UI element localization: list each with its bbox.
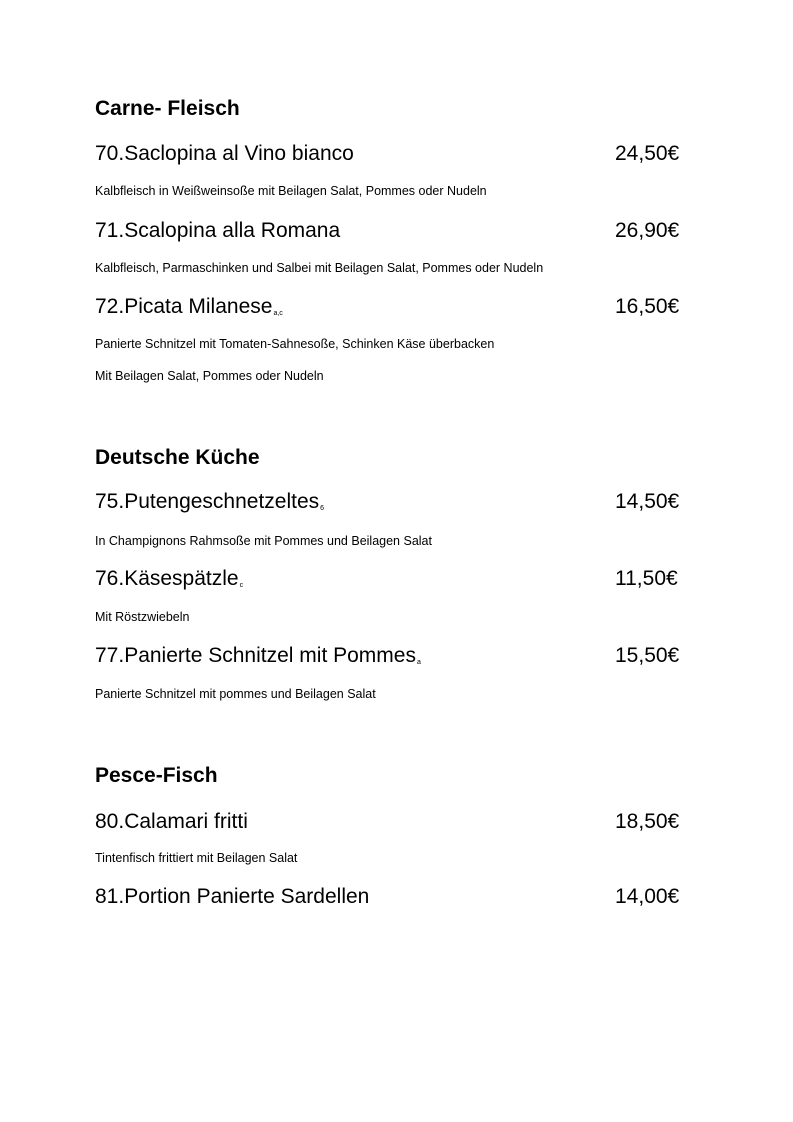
menu-item-price-70: 24,50€ <box>615 142 680 165</box>
menu-item-price-71: 26,90€ <box>615 219 680 242</box>
allergen-note: c <box>239 582 244 589</box>
menu-item-price-80: 18,50€ <box>615 810 680 833</box>
menu-item-description-75: In Champignons Rahmsoße mit Pommes und Beilagen Salat <box>95 534 432 548</box>
menu-item-description-72b: Mit Beilagen Salat, Pommes oder Nudeln <box>95 369 324 383</box>
menu-item-name-80: 80.Calamari fritti <box>95 810 248 833</box>
menu-item-name-72: 72.Picata Milanesea,c <box>95 295 283 318</box>
menu-item-name-76: 76.Käsespätzlec <box>95 567 244 590</box>
section-title-carne: Carne- Fleisch <box>95 97 240 120</box>
menu-item-price-76: 11,50€ <box>615 567 678 590</box>
allergen-note: 6 <box>320 505 325 512</box>
menu-item-name-70: 70.Saclopina al Vino bianco <box>95 142 354 165</box>
menu-item-description-72: Panierte Schnitzel mit Tomaten-Sahnesoße, Schinken Käse überbacken <box>95 337 495 351</box>
menu-item-description-77: Panierte Schnitzel mit pommes und Beilagen Salat <box>95 687 376 701</box>
menu-item-description-71: Kalbfleisch, Parmaschinken und Salbei mit Beilagen Salat, Pommes oder Nudeln <box>95 261 544 275</box>
menu-item-price-72: 16,50€ <box>615 295 680 318</box>
menu-item-name-81: 81.Portion Panierte Sardellen <box>95 885 370 908</box>
section-title-deutsche-kueche: Deutsche Küche <box>95 446 260 469</box>
allergen-note: a <box>416 659 421 666</box>
menu-item-price-75: 14,50€ <box>615 490 680 513</box>
menu-item-description-76: Mit Röstzwiebeln <box>95 610 190 624</box>
menu-item-description-70: Kalbfleisch in Weißweinsoße mit Beilagen Salat, Pommes oder Nudeln <box>95 184 487 198</box>
allergen-note: a,c <box>273 310 283 317</box>
menu-item-price-81: 14,00€ <box>615 885 680 908</box>
menu-item-name-75: 75.Putengeschnetzeltes6 <box>95 490 325 513</box>
section-title-pesce-fisch: Pesce-Fisch <box>95 764 218 787</box>
menu-item-name-77: 77.Panierte Schnitzel mit Pommesa <box>95 644 421 667</box>
menu-item-price-77: 15,50€ <box>615 644 680 667</box>
menu-item-name-71: 71.Scalopina alla Romana <box>95 219 341 242</box>
menu-item-description-80: Tintenfisch frittiert mit Beilagen Salat <box>95 851 298 865</box>
